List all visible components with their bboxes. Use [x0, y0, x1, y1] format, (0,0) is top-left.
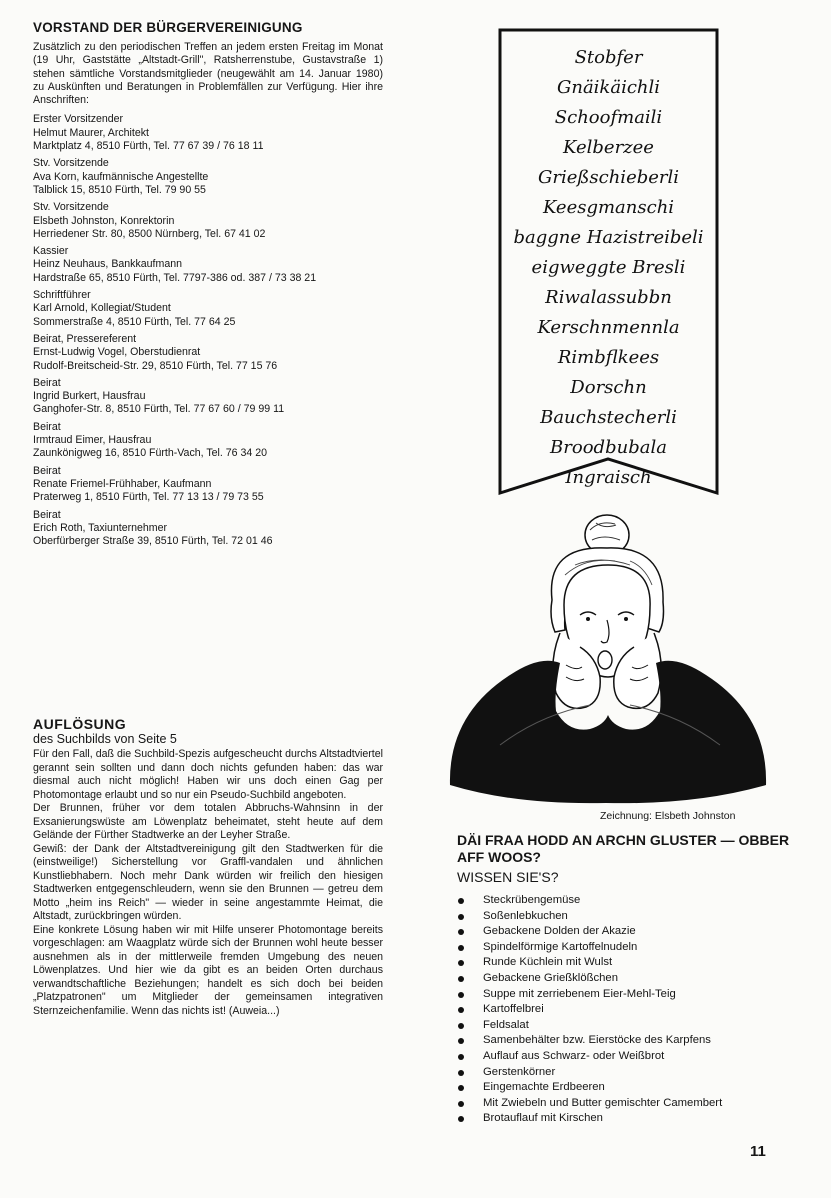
list-item: Spindelförmige Kartoffelnudeln [457, 940, 797, 956]
dish-name: eigweggte Bresli [531, 257, 686, 278]
member-role: Beirat, Pressereferent [33, 332, 137, 345]
dish-name: Stobfer [574, 47, 643, 68]
member-entry [33, 201, 383, 241]
member-entry [33, 289, 383, 329]
member-entry [33, 509, 383, 549]
member-role: Erster Vorsitzender [33, 113, 124, 126]
dish-name: Kerschnmennla [537, 317, 680, 338]
list-item: Runde Küchlein mit Wulst [457, 955, 797, 971]
member-name: Erich Roth, Taxiunternehmer [33, 521, 168, 534]
member-name: Elsbeth Johnston, Konrektorin [33, 214, 175, 227]
dish-name: Riwalassubbn [545, 287, 672, 308]
list-item: Samenbehälter bzw. Eierstöcke des Karpfens [457, 1033, 797, 1049]
solution-paragraph: Gewiß: der Dank der Altstadtvereinigung gilt den Stadtwerken für die (einstweilige!) Sicherstellung vor Graffl-vandalen und ähnlichen Kunstliebhabern. Noch mehr Dank würden wir freilich den hiesigen Stadtwerken entgegenschleudern, wenn sie den Brunnen — getreu dem Motto „heim ins Reich" — wieder in seine angestammte Heimat, die Altstadt, zurückbringen würden. [33, 842, 383, 922]
woman-illustration [440, 505, 780, 810]
member-role: Beirat [33, 420, 61, 433]
member-name: Karl Arnold, Kollegiat/Student [33, 302, 171, 315]
member-entry [33, 465, 383, 505]
member-name: Irmtraud Eimer, Hausfrau [33, 434, 152, 447]
solution-paragraph: Der Brunnen, früher vor dem totalen Abbruchs-Wahnsinn in der Exsanierungswüste am Löwenplatz beheimatet, steht heute auf dem Gelände der Fürther Stadtwerke an der Leyher Straße. [33, 802, 383, 841]
solution-paragraph: Für den Fall, daß die Suchbild-Spezis aufgescheucht durchs Altstadtviertel gerannt sein sollten und dann doch nichts gefunden haben: das war diesmal auch nicht möglich! Haben wir uns doch einen Gag per Photomontage erlaubt und so nur ein Pseudo-Suchbild angeboten. [33, 748, 383, 801]
list-item: Gebackene Grießklößchen [457, 971, 797, 987]
dish-name: Rimbflkees [557, 347, 660, 368]
member-address: Zaunkönigweg 16, 8510 Fürth-Vach, Tel. 76 34 20 [33, 447, 268, 460]
member-entry [33, 377, 383, 417]
dish-banner [497, 27, 720, 497]
member-address: Ganghofer-Str. 8, 8510 Fürth, Tel. 77 67 60 / 79 99 11 [33, 403, 285, 416]
member-role: Stv. Vorsitzende [33, 157, 109, 170]
member-name: Ava Korn, kaufmännische Angestellte [33, 170, 209, 183]
member-name: Ernst-Ludwig Vogel, Oberstudienrat [33, 346, 201, 359]
member-address: Talblick 15, 8510 Fürth, Tel. 79 90 55 [33, 183, 206, 196]
member-entry [33, 333, 383, 373]
member-address: Hardstraße 65, 8510 Fürth, Tel. 7797-386 od. 387 / 73 38 21 [33, 271, 317, 284]
member-role: Schriftführer [33, 289, 91, 302]
board-heading: VORSTAND DER BÜRGERVEREINIGUNG [33, 20, 303, 35]
solution-heading: AUFLÖSUNG [33, 716, 127, 732]
list-item: Kartoffelbrei [457, 1002, 797, 1018]
member-entry [33, 245, 383, 285]
dish-name: Kelberzee [563, 137, 654, 158]
member-role: Beirat [33, 464, 61, 477]
quiz-question: WISSEN SIE'S? [457, 869, 559, 885]
member-entry [33, 113, 383, 153]
member-name: Helmut Maurer, Architekt [33, 126, 149, 139]
member-name: Heinz Neuhaus, Bankkaufmann [33, 258, 182, 271]
list-item: Feldsalat [457, 1018, 797, 1034]
member-role: Kassier [33, 245, 69, 258]
member-address: Praterweg 1, 8510 Fürth, Tel. 77 13 13 / 79 73 55 [33, 491, 264, 504]
list-item: Soßenlebkuchen [457, 909, 797, 925]
member-name: Renate Friemel-Frühhaber, Kaufmann [33, 477, 212, 490]
member-address: Herriedener Str. 80, 8500 Nürnberg, Tel. 67 41 02 [33, 227, 266, 240]
list-item: Steckrübengemüse [457, 893, 797, 909]
dish-name: Keesgmanschi [542, 197, 675, 218]
list-item: Eingemachte Erdbeeren [457, 1080, 797, 1096]
list-item: Mit Zwiebeln und Butter gemischter Camembert [457, 1096, 797, 1112]
list-item: Brotauflauf mit Kirschen [457, 1111, 797, 1127]
list-item: Gebackene Dolden der Akazie [457, 924, 797, 940]
member-role: Beirat [33, 508, 61, 521]
list-item: Suppe mit zerriebenem Eier-Mehl-Teig [457, 987, 797, 1003]
answer-list [457, 893, 797, 1127]
dish-name: baggne Hazistreibeli [513, 227, 704, 248]
solution-subheading: des Suchbilds von Seite 5 [33, 732, 177, 746]
solution-paragraph: Eine konkrete Lösung haben wir mit Hilfe unserer Photomontage bereits vorgeschlagen: am Waagplatz würde sich der Brunnen wohl heute besser ausnehmen als in der mittlerweile fremden Umgebung des neuen Löwenplatzes. Und hier wie da gibt es an beiden Orten durchaus verwandtschaftliche Beziehungen; handelt es sich doch bei beiden „Platzpatronen" um Mitglieder der gemeinsamen integrativen Sternzeichenfamilie. Wenn das nichts ist! (Auweia...) [33, 923, 383, 1017]
dish-name: Dorschn [570, 377, 647, 398]
illustration-credit: Zeichnung: Elsbeth Johnston [600, 810, 736, 822]
dish-name: Bauchstecherli [540, 407, 677, 428]
member-entry [33, 157, 383, 197]
member-name: Ingrid Burkert, Hausfrau [33, 390, 146, 403]
dish-name: Broodbubala [550, 437, 667, 458]
dish-name: Ingraisch [565, 467, 652, 488]
list-item: Auflauf aus Schwarz- oder Weißbrot [457, 1049, 797, 1065]
solution-section [33, 716, 383, 1018]
member-address: Sommerstraße 4, 8510 Fürth, Tel. 77 64 25 [33, 315, 236, 328]
dish-name: Grießschieberli [537, 167, 680, 188]
quiz-title: DÄI FRAA HODD AN ARCHN GLUSTER — OBBER AFF WOOS? [457, 832, 790, 865]
member-role: Beirat [33, 376, 61, 389]
dish-name: Schoofmaili [554, 107, 663, 128]
board-intro: Zusätzlich zu den periodischen Treffen an jedem ersten Freitag im Monat (19 Uhr, Gaststätte „Altstadt-Grill", Ratsherrenstube, Gustavstraße 1) stehen sämtliche Vorstandsmitglieder (neugewählt am 14. Januar 1980) zu Auskünften und Beratungen in Problemfällen zur Verfügung. Hier ihre Anschriften: [33, 41, 383, 107]
quiz-section [457, 832, 797, 1127]
page-number: 11 [750, 1143, 766, 1160]
dish-name: Gnäikäichli [556, 77, 661, 98]
board-section [33, 20, 383, 552]
dish-list [497, 43, 720, 493]
member-role: Stv. Vorsitzende [33, 201, 109, 214]
member-address: Oberfürberger Straße 39, 8510 Fürth, Tel. 72 01 46 [33, 535, 273, 548]
list-item: Gerstenkörner [457, 1065, 797, 1081]
member-entry [33, 421, 383, 461]
member-address: Marktplatz 4, 8510 Fürth, Tel. 77 67 39 / 76 18 11 [33, 140, 264, 153]
member-address: Rudolf-Breitscheid-Str. 29, 8510 Fürth, Tel. 77 15 76 [33, 359, 278, 372]
